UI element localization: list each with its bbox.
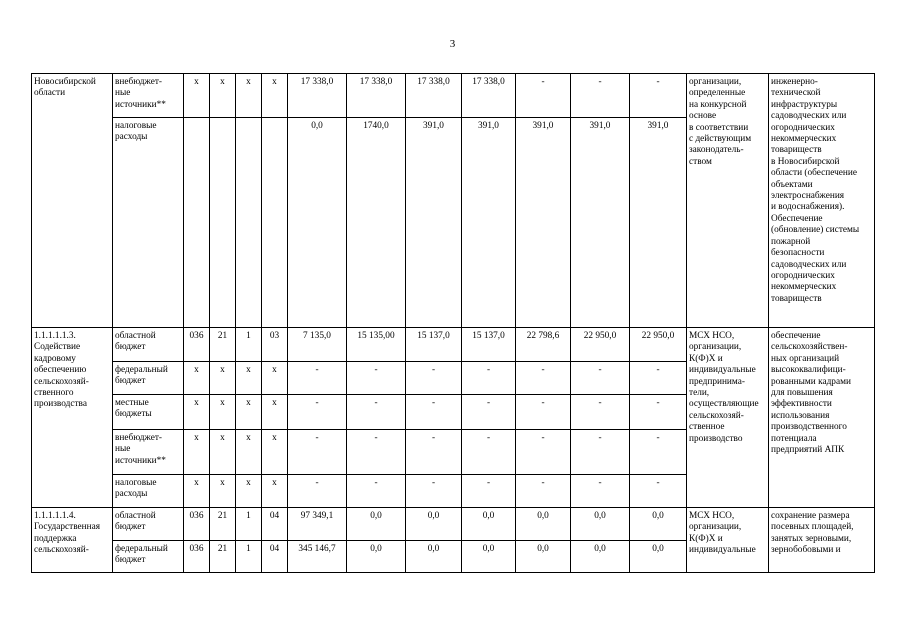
value-year-5: 391,0 [516, 118, 571, 328]
code-pgp: х [236, 475, 262, 508]
measure-name: Новосибирской области [32, 74, 113, 328]
executor: МСХ НСО, организации, К(Ф)Х и индивидуальные [687, 508, 769, 573]
value-year-1: 7 135,0 [288, 328, 347, 362]
code-op: 04 [262, 541, 288, 573]
value-year-2: 1740,0 [347, 118, 406, 328]
value-year-1: - [288, 395, 347, 430]
value-year-7: - [630, 430, 687, 475]
value-year-6: - [571, 74, 630, 118]
value-year-1: - [288, 430, 347, 475]
code-op: х [262, 430, 288, 475]
value-year-6: 391,0 [571, 118, 630, 328]
code-pgp: 1 [236, 328, 262, 362]
value-year-7: 391,0 [630, 118, 687, 328]
code-op: х [262, 362, 288, 395]
code-pgp: х [236, 362, 262, 395]
value-year-3: 391,0 [406, 118, 462, 328]
funding-source: местные бюджеты [113, 395, 184, 430]
code-grbs: 036 [184, 541, 210, 573]
value-year-5: 22 798,6 [516, 328, 571, 362]
code-grbs: х [184, 475, 210, 508]
value-year-3: 0,0 [406, 541, 462, 573]
value-year-4: - [462, 395, 516, 430]
code-pgp [236, 118, 262, 328]
value-year-4: - [462, 430, 516, 475]
value-year-4: 17 338,0 [462, 74, 516, 118]
code-gp [210, 118, 236, 328]
value-year-7: - [630, 74, 687, 118]
value-year-7: - [630, 395, 687, 430]
code-op: 03 [262, 328, 288, 362]
value-year-4: 15 137,0 [462, 328, 516, 362]
table-row [32, 74, 875, 118]
value-year-5: - [516, 430, 571, 475]
funding-source: областной бюджет [113, 328, 184, 362]
value-year-3: 15 137,0 [406, 328, 462, 362]
table-row [32, 328, 875, 362]
code-op: 04 [262, 508, 288, 541]
code-grbs: х [184, 395, 210, 430]
value-year-6: - [571, 395, 630, 430]
value-year-7: - [630, 475, 687, 508]
code-op: х [262, 475, 288, 508]
value-year-3: - [406, 430, 462, 475]
value-year-7: 0,0 [630, 508, 687, 541]
code-grbs: 036 [184, 328, 210, 362]
value-year-3: - [406, 362, 462, 395]
value-year-4: - [462, 475, 516, 508]
value-year-3: - [406, 475, 462, 508]
value-year-2: 15 135,00 [347, 328, 406, 362]
value-year-6: - [571, 430, 630, 475]
funding-source: налоговые расходы [113, 475, 184, 508]
value-year-2: - [347, 430, 406, 475]
funding-source: федеральный бюджет [113, 362, 184, 395]
page-number: 3 [449, 38, 456, 50]
value-year-7: 0,0 [630, 541, 687, 573]
executor: МСХ НСО, организации, К(Ф)Х и индивидуальные предпринима- тели, осуществляющие сельскохозяй- ственное производство [687, 328, 769, 508]
funding-source: внебюджет- ные источники** [113, 430, 184, 475]
code-gp: х [210, 395, 236, 430]
code-gp: 21 [210, 328, 236, 362]
value-year-1: 345 146,7 [288, 541, 347, 573]
code-gp: х [210, 74, 236, 118]
value-year-5: 0,0 [516, 541, 571, 573]
code-grbs: х [184, 362, 210, 395]
value-year-1: 97 349,1 [288, 508, 347, 541]
code-grbs: х [184, 430, 210, 475]
code-grbs [184, 118, 210, 328]
code-gp: х [210, 430, 236, 475]
value-year-4: 391,0 [462, 118, 516, 328]
value-year-1: 17 338,0 [288, 74, 347, 118]
value-year-6: 0,0 [571, 541, 630, 573]
value-year-6: 0,0 [571, 508, 630, 541]
value-year-5: - [516, 395, 571, 430]
table-row [32, 508, 875, 541]
value-year-2: 0,0 [347, 541, 406, 573]
value-year-3: 17 338,0 [406, 74, 462, 118]
measure-name: 1.1.1.1.1.3. Содействие кадровому обеспечению сельскохозяй- ственного производства [32, 328, 113, 508]
code-gp: х [210, 475, 236, 508]
code-pgp: х [236, 430, 262, 475]
code-gp: х [210, 362, 236, 395]
code-grbs: 036 [184, 508, 210, 541]
funding-source: внебюджет- ные источники** [113, 74, 184, 118]
code-pgp: х [236, 74, 262, 118]
value-year-2: 0,0 [347, 508, 406, 541]
value-year-3: 0,0 [406, 508, 462, 541]
funding-source: областной бюджет [113, 508, 184, 541]
budget-table [31, 73, 875, 573]
value-year-5: - [516, 74, 571, 118]
code-grbs: х [184, 74, 210, 118]
expected-result: инженерно- технической инфраструктуры садоводческих или огороднических некоммерческих товариществ в Новосибирской области (обеспечение объектами электроснабжения и водоснабжения). Обеспечение (обновление) системы пожарной безопасности садоводческих или огороднических некоммерческих товариществ [769, 74, 875, 328]
code-op: х [262, 395, 288, 430]
code-pgp: х [236, 395, 262, 430]
value-year-7: 22 950,0 [630, 328, 687, 362]
value-year-6: - [571, 362, 630, 395]
value-year-1: - [288, 362, 347, 395]
value-year-2: - [347, 362, 406, 395]
value-year-4: 0,0 [462, 541, 516, 573]
value-year-1: 0,0 [288, 118, 347, 328]
value-year-2: - [347, 395, 406, 430]
executor: организации, определенные на конкурсной основе в соответствии с действующим законодатель- ством [687, 74, 769, 328]
value-year-2: 17 338,0 [347, 74, 406, 118]
expected-result: сохранение размера посевных площадей, занятых зерновыми, зернобобовыми и [769, 508, 875, 573]
value-year-6: 22 950,0 [571, 328, 630, 362]
funding-source: федеральный бюджет [113, 541, 184, 573]
value-year-7: - [630, 362, 687, 395]
value-year-4: 0,0 [462, 508, 516, 541]
code-gp: 21 [210, 541, 236, 573]
expected-result: обеспечение сельскохозяйствен- ных организаций высококвалифици- рованными кадрами для повышения эффективности использования производственного потенциала предприятий АПК [769, 328, 875, 508]
value-year-1: - [288, 475, 347, 508]
value-year-5: 0,0 [516, 508, 571, 541]
code-op [262, 118, 288, 328]
value-year-5: - [516, 362, 571, 395]
value-year-2: - [347, 475, 406, 508]
funding-source: налоговые расходы [113, 118, 184, 328]
value-year-6: - [571, 475, 630, 508]
code-pgp: 1 [236, 508, 262, 541]
code-pgp: 1 [236, 541, 262, 573]
value-year-5: - [516, 475, 571, 508]
measure-name: 1.1.1.1.1.4. Государственная поддержка сельскохозяй- [32, 508, 113, 573]
value-year-3: - [406, 395, 462, 430]
value-year-4: - [462, 362, 516, 395]
code-op: х [262, 74, 288, 118]
code-gp: 21 [210, 508, 236, 541]
